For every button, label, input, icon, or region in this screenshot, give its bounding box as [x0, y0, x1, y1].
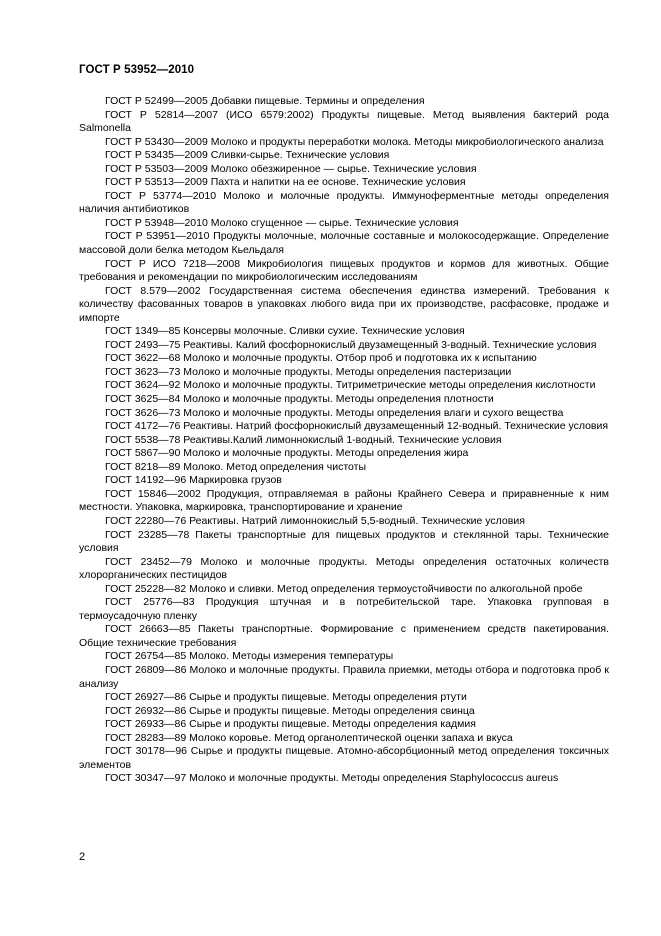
reference-item: ГОСТ 25228—82 Молоко и сливки. Метод определения термоустойчивости по алкогольной пробе [105, 582, 583, 595]
reference-item: ГОСТ Р ИСО 7218—2008 Микробиология пищевых продуктов и кормов для животных. Общие требования и рекомендации по микробиологическим исследованиям [79, 257, 609, 284]
reference-item: ГОСТ 3624—92 Молоко и молочные продукты. Титриметрические методы определения кислотности [105, 379, 596, 392]
reference-item: ГОСТ 3626—73 Молоко и молочные продукты. Методы определения влаги и сухого вещества [105, 406, 564, 419]
reference-item: ГОСТ 30178—96 Сырье и продукты пищевые. Атомно-абсорбционный метод определения токсичных элементов [79, 745, 609, 771]
reference-item: ГОСТ 23452—79 Молоко и молочные продукты. Методы определения остаточных количеств хлорорганических пестицидов [79, 555, 609, 582]
reference-item: ГОСТ 26809—86 Молоко и молочные продукты. Правила приемки, методы отбора и подготовка проб к анализу [79, 663, 609, 690]
reference-item: ГОСТ 26663—85 Пакеты транспортные. Формирование с применением средств пакетирования. Общие технические требования [79, 623, 609, 649]
reference-item: ГОСТ 25776—83 Продукция штучная и в потребительской таре. Упаковка групповая в термоусадочную пленку [79, 596, 609, 622]
reference-item: ГОСТ 26933—86 Сырье и продукты пищевые. Методы определения кадмия [105, 718, 476, 731]
document-code-header: ГОСТ Р 53952—2010 [79, 64, 195, 76]
reference-item: ГОСТ 26932—86 Сырье и продукты пищевые. Методы определения свинца [105, 704, 475, 717]
page-number: 2 [79, 851, 86, 863]
reference-item: ГОСТ 5538—78 Реактивы.Калий лимоннокислый 1-водный. Технические условия [105, 433, 502, 446]
reference-item: ГОСТ 14192—96 Маркировка грузов [105, 474, 282, 487]
reference-item: ГОСТ 4172—76 Реактивы. Натрий фосфорнокислый двузамещенный 12-водный. Технические условия [105, 420, 609, 433]
reference-item: ГОСТ 3625—84 Молоко и молочные продукты. Методы определения плотности [105, 393, 494, 406]
reference-item: ГОСТ 8.579—2002 Государственная система обеспечения единства измерений. Требования к количеству фасованных товаров в упаковках любого вида при их производстве, расфасовке, продаже и импорте [79, 284, 609, 324]
reference-item: ГОСТ Р 53948—2010 Молоко сгущенное — сырье. Технические условия [105, 216, 459, 229]
reference-item: ГОСТ 5867—90 Молоко и молочные продукты. Методы определения жира [105, 447, 469, 460]
reference-item: ГОСТ Р 52814—2007 (ИСО 6579:2002) Продукты пищевые. Метод выявления бактерий рода Salmonella [79, 108, 609, 135]
reference-item: ГОСТ 3622—68 Молоко и молочные продукты. Отбор проб и подготовка их к испытанию [105, 352, 537, 365]
reference-item: ГОСТ 28283—89 Молоко коровье. Метод органолептической оценки запаха и вкуса [105, 731, 513, 744]
reference-item: ГОСТ 3623—73 Молоко и молочные продукты. Методы определения пастеризации [105, 365, 512, 378]
reference-item: ГОСТ 8218—89 Молоко. Метод определения чистоты [105, 460, 366, 473]
reference-item: ГОСТ 30347—97 Молоко и молочные продукты. Методы определения Staphylococcus aureus [105, 772, 559, 785]
reference-item: ГОСТ Р 53951—2010 Продукты молочные, молочные составные и молокосодержащие. Определение массовой доли белка методом Кьельдаля [79, 230, 609, 257]
reference-item: ГОСТ Р 53503—2009 Молоко обезжиренное — сырье. Технические условия [105, 162, 477, 175]
reference-item: ГОСТ 2493—75 Реактивы. Калий фосфорнокислый двузамещенный 3-водный. Технические условия [105, 338, 597, 351]
reference-item: ГОСТ Р 53774—2010 Молоко и молочные продукты. Иммуноферментные методы определения наличия антибиотиков [79, 189, 609, 216]
reference-item: ГОСТ 23285—78 Пакеты транспортные для пищевых продуктов и стеклянной тары. Технические условия [79, 528, 609, 555]
reference-list [79, 95, 609, 786]
reference-item: ГОСТ Р 53513—2009 Пахта и напитки на ее основе. Технические условия [105, 176, 466, 189]
reference-item: ГОСТ 15846—2002 Продукция, отправляемая в районы Крайнего Севера и приравненные к ним местности. Упаковка, маркировка, транспортирование и хранение [79, 487, 609, 514]
reference-item: ГОСТ 26927—86 Сырье и продукты пищевые. Методы определения ртути [105, 691, 467, 704]
reference-item: ГОСТ 22280—76 Реактивы. Натрий лимоннокислый 5,5-водный. Технические условия [105, 514, 525, 527]
reference-item: ГОСТ Р 53435—2009 Сливки-сырье. Технические условия [105, 149, 390, 162]
reference-item: ГОСТ 26754—85 Молоко. Методы измерения температуры [105, 650, 394, 663]
reference-item: ГОСТ 1349—85 Консервы молочные. Сливки сухие. Технические условия [105, 325, 465, 338]
reference-item: ГОСТ Р 52499—2005 Добавки пищевые. Термины и определения [105, 95, 425, 107]
reference-item: ГОСТ Р 53430—2009 Молоко и продукты переработки молока. Методы микробиологического анализа [105, 135, 604, 148]
